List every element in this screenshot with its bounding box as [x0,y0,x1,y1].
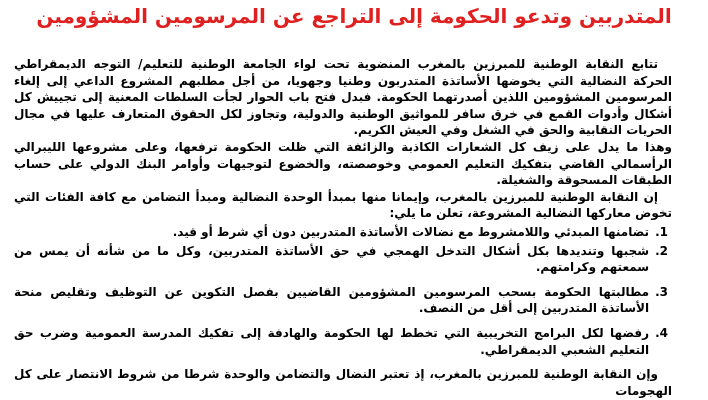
list-item-text: شجبها وتنديدها بكل أشكال التدخل الهمجي في حق الأساتذة المتدربين، وكل ما من شأنه أن يمس من سمعتهم وكرامتهم. [14,243,650,275]
paragraph-declaration: إن النقابة الوطنية للمبرزين بالمغرب، وإيمانا منها بمبدأ الوحدة النضالية ومبدأ التضامن مع كافة الفئات التي تخوض معاركها النضالية المشروعة، تعلن ما يلي: [14,189,672,221]
list-item-number: 2. [655,243,668,258]
paragraph-critique: وهذا ما يدل على زيف كل الشعارات الكاذبة والزائفة التي ظلت الحكومة ترفعها، وعلى مشروعها الليبرالي الرأسمالي القاضي بتفكيك التعليم العمومي وخوصصته، والخضوع لتوجيهات وأوامر البنك الدولي على حساب الطبقات المسحوقة والشغيلة. [14,139,672,188]
list-item-text: مطالبتها الحكومة بسحب المرسومين المشؤومين القاضيين بفصل التكوين عن التوظيف وتقليص منحة الأساتذة المتدربين إلى أقل من النصف. [14,284,650,316]
list-item-number: 4. [655,325,668,340]
headline: المتدربين وتدعو الحكومة إلى التراجع عن المرسومين المشؤومين [36,4,672,28]
list-item-text: تضامنها المبدئي واللامشروط مع نضالات الأساتذة المتدربين دون أي شرط أو قيد. [172,224,650,239]
paragraph-intro: تتابع النقابة الوطنية للمبرزين بالمغرب المنضوية تحت لواء الجامعة الوطنية للتعليم/ التوجه الديمقراطي الحركة النضالية التي يخوضها الأساتذة المتدربون وطنيا وجهويا، من أجل مطلبهم المشروع الداعي إلى إلغاء المرسومين المشؤومين اللذين أصدرتهما الحكومة. فبدل فتح باب الحوار لجأت السلطات المعنية إلى تجييش كل أشكال وأدوات القمع في خرق سافر للمواثيق الوطنية والدولية، وتجاوز لكل الحقوق المتعارف عليها في مجال الحريات النقابية والحق في الشغل وفي العيش الكريم. [14,57,672,138]
paragraph-closing: وإن النقابة الوطنية للمبرزين بالمغرب، إذ تعتبر النضال والتضامن والوحدة شرطا من شروط الانتصار على كل الهجومات [14,367,672,398]
list-item [14,243,672,276]
list-item-text: رفضها لكل البرامج التخريبية التي تخطط لها الحكومة والهادفة إلى تفكيك المدرسة العمومية وضرب حق التعليم الشعبي الديمقراطي. [14,325,650,357]
list-item [14,224,672,241]
list-item-number: 3. [655,284,668,299]
statement-body [14,56,672,399]
list-item-number: 1. [655,224,668,239]
list-item [14,284,672,317]
list-item [14,325,672,358]
